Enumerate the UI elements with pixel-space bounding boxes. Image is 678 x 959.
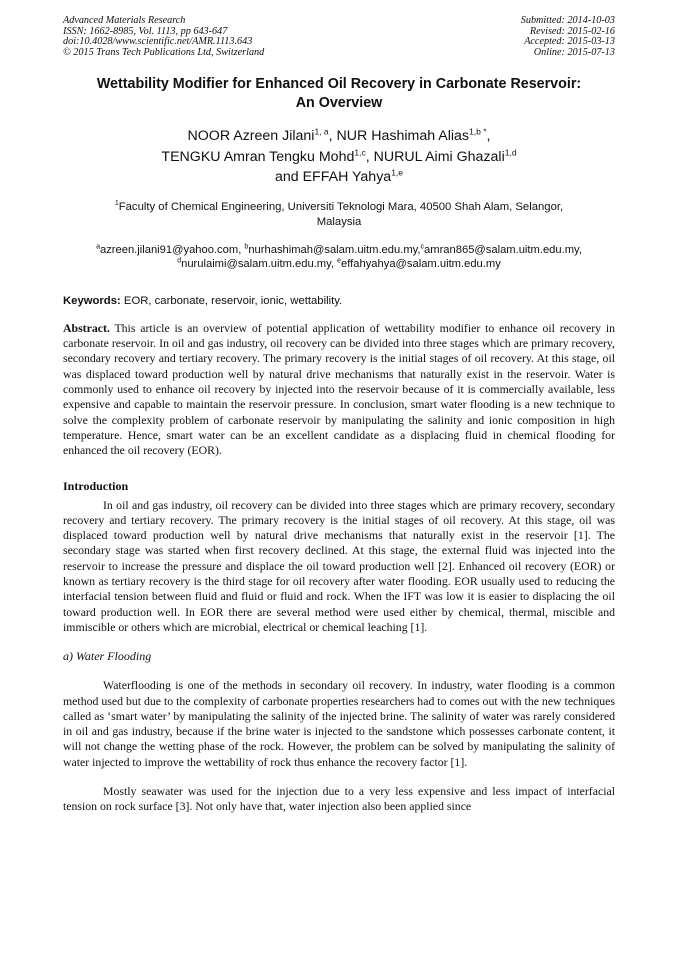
email-link[interactable]: azreen.jilani91@yahoo.com, <box>99 243 245 256</box>
email-link[interactable]: nurulaimi@salam.uitm.edu.my, <box>181 258 338 271</box>
author-affil-mark: 1,e <box>391 167 404 178</box>
date-accepted: Accepted: 2015-03-13 <box>524 36 615 48</box>
author-affil-mark: 1,d <box>504 147 517 158</box>
affiliation-line-2: Malaysia <box>316 216 362 229</box>
journal-header <box>63 16 615 58</box>
author-separator: , <box>365 148 374 165</box>
author-name: NURUL Aimi Ghazali <box>373 148 505 165</box>
keywords-label: Keywords: <box>63 294 121 307</box>
email-link[interactable]: nurhashimah@salam.uitm.edu.my, <box>248 243 421 256</box>
paper-title <box>63 75 615 113</box>
author-name: TENGKU Amran Tengku Mohd <box>161 148 355 165</box>
water-flooding-paragraph-2: Mostly seawater was used for the injection due to a very less expensive and less impact of interfacial tension on rock surface [3]. Not only have that, water injection also been applied since <box>63 784 615 814</box>
title-line-1: Wettability Modifier for Enhanced Oil Recovery in Carbonate Reservoir: <box>96 76 582 93</box>
introduction-heading: Introduction <box>63 478 129 493</box>
email-line-1 <box>63 243 615 258</box>
abstract-text: This article is an overview of potential application of wettability modifier to enhance oil recovery in carbonate reservoir. In oil and gas industry, oil recovery can be divided into three stages which are primary recovery, secondary recovery and tertiary recovery. The primary recovery is the initial stages of oil recovery. At this stage, oil was displaced toward production well by natural drive mechanisms that naturally exist in the reservoir. Water is commonly used to enhance oil recovery by injected into the reservoir because of it is commercially available, less expensive and capable to maintain the reservoir pressure. In conclusion, smart water flooding is a new technique to solve the complexity problem of carbonate reservoir by manipulating the salinity and ionic composition in high temperature. Hence, smart water can be an excellent candidate as a displacing fluid in chemical flooding for enhanced the oil recovery (EOR). <box>63 320 615 458</box>
email-link[interactable]: effahyahya@salam.uitm.edu.my <box>341 258 501 271</box>
email-mark: b <box>244 243 249 251</box>
journal-doi: doi:10.4028/www.scientific.net/AMR.1113.643 <box>63 36 253 48</box>
affiliation-text: Faculty of Chemical Engineering, Universiti Teknologi Mara, 40500 Shah Alam, Selangor, <box>118 200 564 213</box>
email-mark: c <box>420 243 425 251</box>
author-list <box>63 126 615 188</box>
journal-copyright: © 2015 Trans Tech Publications Ltd, Switzerland <box>63 46 265 58</box>
keywords <box>63 294 615 309</box>
author-name: NOOR Azreen Jilani <box>187 128 315 145</box>
journal-info <box>63 16 264 58</box>
title-line-2: An Overview <box>295 95 383 112</box>
date-online: Online: 2015-07-13 <box>533 46 615 58</box>
affiliation <box>63 200 615 231</box>
author-emails <box>63 243 615 272</box>
author-affil-mark: 1,c <box>354 147 366 158</box>
water-flooding-paragraph-1: Waterflooding is one of the methods in secondary oil recovery. In industry, water flooding is a common method used but due to the complexity of carbonate properties researchers had to comes out with the new techniques called as ‘smart water’ by manipulating the salinity of the injected brine. The salinity of water was rarely considered in oil and gas industry, because if the brine water is injected to the sandstone which possesses carbonate content, it will not change the wetting phase of the rock. However, the problem can be solved by manipulating the salinity of water injected to improve the wettability of rock thus enhance the recovery factor [1]. <box>63 678 615 769</box>
journal-name: Advanced Materials Research <box>63 15 186 26</box>
abstract-label: Abstract. <box>63 320 110 335</box>
author-separator: , <box>486 128 491 145</box>
author-line-2 <box>63 147 615 168</box>
email-line-2 <box>63 257 615 272</box>
email-mark: e <box>337 257 342 265</box>
email-mark: d <box>177 257 182 265</box>
author-line-3 <box>63 167 615 188</box>
author-name: and EFFAH Yahya <box>274 169 392 186</box>
introduction-paragraph: In oil and gas industry, oil recovery can be divided into three stages which are primary recovery, secondary recovery and tertiary recovery. The primary recovery is the initial stages of oil recovery. At this stage, oil was displaced toward production well by natural drive mechanisms that naturally exist in the reservoir [1]. The secondary stage was started when first recovery declined. At this stage, the external fluid was injected into the reservoir to increase the pressure and displace the oil toward production well [2]. Enhanced oil recovery (EOR) or known as tertiary recovery is the third stage for oil recovery after water flooding. EOR usually used to reducing the interfacial tension between fluid and fluid or fluid and rock. When the IFT was low it is easier to displacing the oil toward production well. In EOR there are several method were used either by chemical, thermal, miscible and immiscible or others which are microbial, electrical or chemical leaching [1]. <box>63 497 615 634</box>
affiliation-mark: 1 <box>114 200 119 208</box>
author-line-1 <box>63 126 615 147</box>
author-separator: , <box>328 128 337 145</box>
email-link[interactable]: amran865@salam.uitm.edu.my, <box>424 243 582 256</box>
keywords-text: EOR, carbonate, reservoir, ionic, wettability. <box>120 294 343 307</box>
date-revised: Revised: 2015-02-16 <box>529 25 615 37</box>
affiliation-line-1 <box>63 200 615 216</box>
email-mark: a <box>96 243 100 251</box>
abstract <box>63 321 615 459</box>
author-name: NUR Hashimah Alias <box>336 128 470 145</box>
author-affil-mark: 1, a <box>314 126 329 137</box>
author-affil-mark: 1,b * <box>469 126 487 137</box>
journal-issn: ISSN: 1662-8985, Vol. 1113, pp 643-647 <box>63 25 228 37</box>
submission-dates <box>521 16 615 58</box>
date-submitted: Submitted: 2014-10-03 <box>520 15 615 26</box>
water-flooding-heading: a) Water Flooding <box>63 649 152 664</box>
